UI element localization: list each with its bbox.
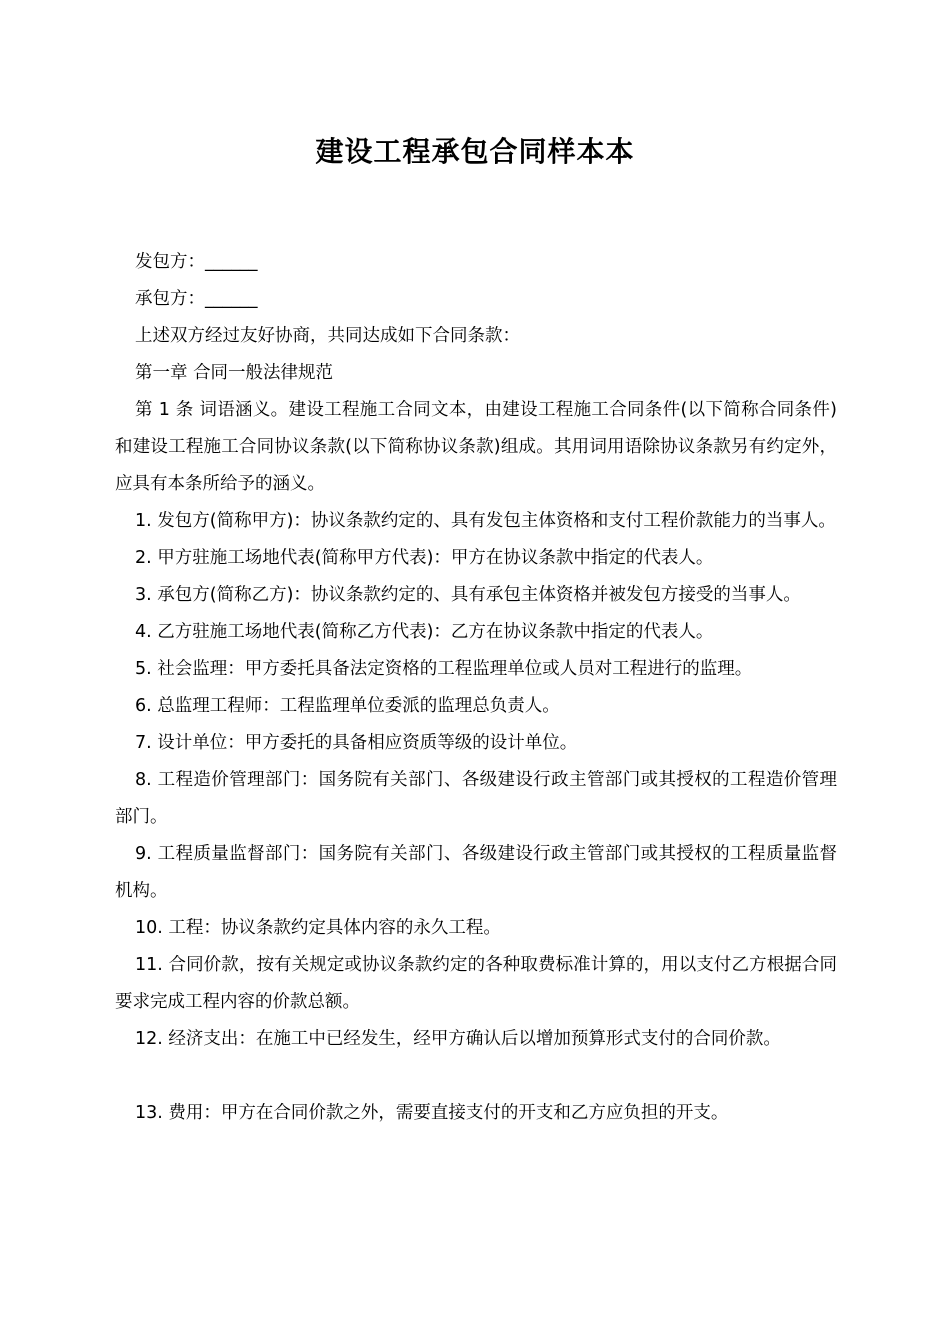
definition-item: 6. 总监理工程师：工程监理单位委派的监理总负责人。 [135, 696, 560, 716]
document-title: 建设工程承包合同样本本 [315, 135, 635, 168]
definition-item: 8. 工程造价管理部门：国务院有关部门、各级建设行政主管部门或其授权的工程造价管理部门。 [115, 770, 837, 827]
definition-item: 5. 社会监理：甲方委托具备法定资格的工程监理单位或人员对工程进行的监理。 [135, 659, 753, 679]
party-b-line: 承包方：______ [135, 289, 258, 309]
chapter-heading: 第一章 合同一般法律规范 [135, 363, 334, 383]
definition-item: 11. 合同价款，按有关规定或协议条款约定的各种取费标准计算的，用以支付乙方根据合同要求完成工程内容的价款总额。 [115, 955, 837, 1012]
document-body [115, 244, 837, 1132]
definition-item: 7. 设计单位：甲方委托的具备相应资质等级的设计单位。 [135, 733, 578, 753]
definition-item: 3. 承包方(简称乙方)：协议条款约定的、具有承包主体资格并被发包方接受的当事人。 [135, 585, 801, 605]
article-1: 第 1 条 词语涵义。建设工程施工合同文本，由建设工程施工合同条件(以下简称合同条件)和建设工程施工合同协议条款(以下简称协议条款)组成。其用词用语除协议条款另有约定外，应具有本条所给予的涵义。 [115, 400, 837, 494]
definition-item: 12. 经济支出：在施工中已经发生，经甲方确认后以增加预算形式支付的合同价款。 [135, 1029, 781, 1049]
definition-item: 10. 工程：协议条款约定具体内容的永久工程。 [135, 918, 501, 938]
definition-item: 13. 费用：甲方在合同价款之外，需要直接支付的开支和乙方应负担的开支。 [135, 1103, 729, 1123]
definition-item: 4. 乙方驻施工场地代表(简称乙方代表)：乙方在协议条款中指定的代表人。 [135, 622, 714, 642]
definition-item: 1. 发包方(简称甲方)：协议条款约定的、具有发包主体资格和支付工程价款能力的当事人。 [135, 511, 836, 531]
definition-item: 2. 甲方驻施工场地代表(简称甲方代表)：甲方在协议条款中指定的代表人。 [135, 548, 714, 568]
definition-item: 9. 工程质量监督部门：国务院有关部门、各级建设行政主管部门或其授权的工程质量监督机构。 [115, 844, 837, 901]
preamble: 上述双方经过友好协商，共同达成如下合同条款： [135, 326, 520, 346]
party-a-line: 发包方：______ [135, 252, 258, 272]
